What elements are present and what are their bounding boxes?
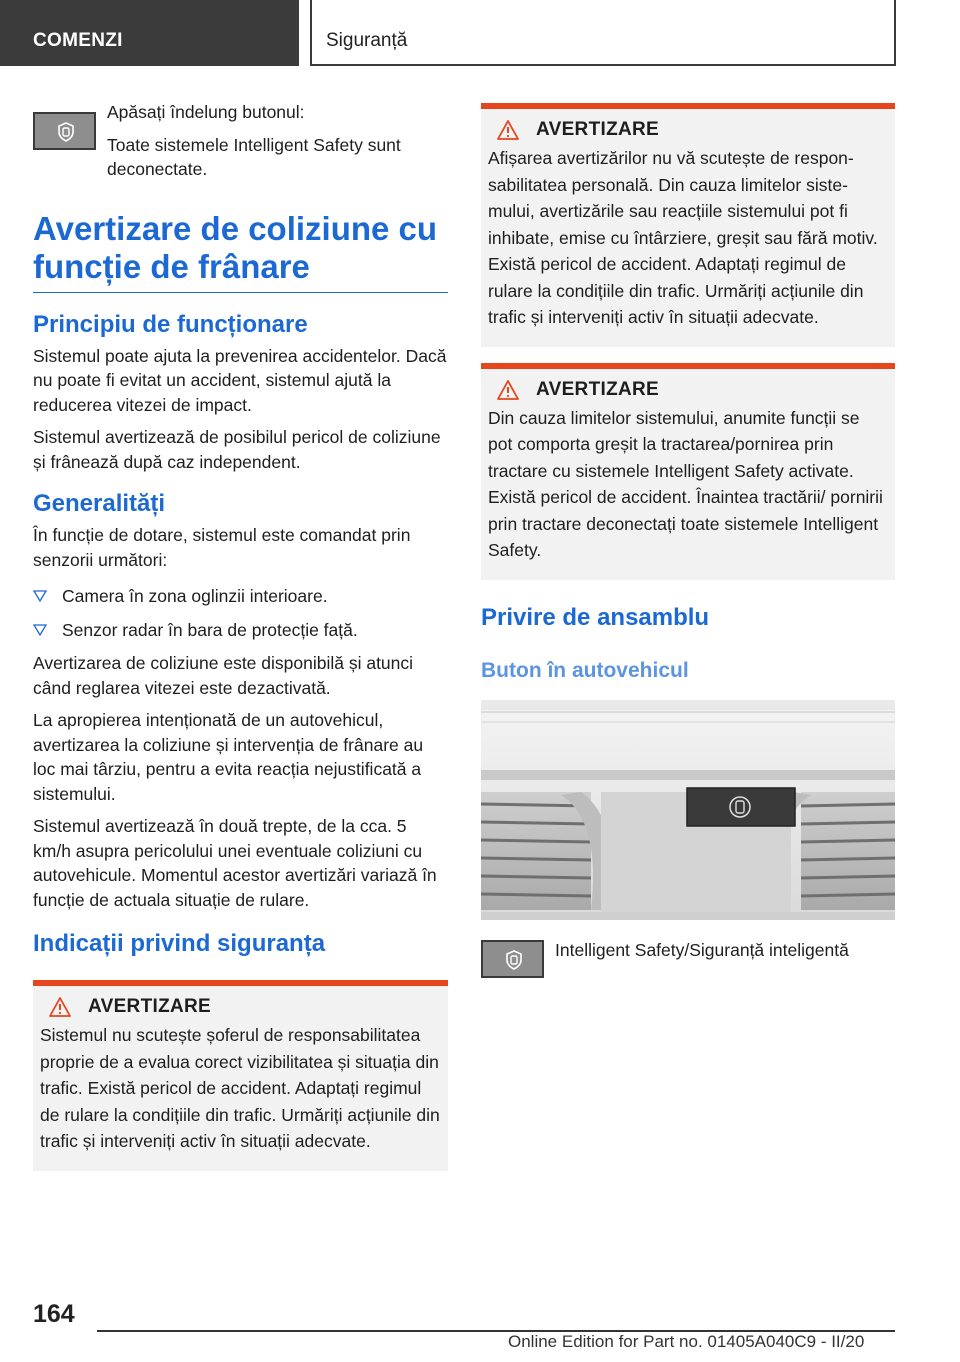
warning-text: Sistemul nu scutește șoferul de responsabilitatea proprie de a evalua corect vizibilitatea și situația din trafic. Există pericol de accident. Adaptați regimul de rulare la condițiile din trafic. Urmăriți acțiunile din trafic și interveniți activ în situații adecvate. xyxy=(40,1025,440,1151)
main-title: Avertizare de coliziune cu funcție de frânare xyxy=(33,210,448,293)
principiu-title: Principiu de funcționare xyxy=(33,310,308,338)
dashboard-button-photo xyxy=(481,700,895,920)
generalitati-p4: Sistemul avertizează în două trepte, de la cca. 5 km/h asupra pericolului unei eventuale coliziuni cu autovehicule. Momentul acestor avertizări variază în funcție de actuala situație de rulare. xyxy=(33,816,437,910)
button-caption-row xyxy=(481,928,895,963)
dashboard-illustration xyxy=(481,700,895,920)
list-item xyxy=(33,618,448,643)
warning-header xyxy=(496,119,887,141)
intelligent-safety-button-image xyxy=(33,112,96,150)
edition-note: Online Edition for Part no. 01405A040C9 - II/20 xyxy=(508,1332,865,1351)
intelligent-safety-button-image xyxy=(481,940,544,978)
list-item-text: Senzor radar în bara de protecție față. xyxy=(62,619,358,640)
section-label: Siguranță xyxy=(326,30,408,51)
sensor-list xyxy=(33,584,448,642)
chapter-label: COMENZI xyxy=(33,30,123,51)
warning-box xyxy=(481,103,895,347)
button-caption: Intelligent Safety/Siguranță inteligentă xyxy=(555,939,849,960)
intro-result-text: Toate sistemele Intelligent Safety sunt deconectate. xyxy=(107,134,401,179)
generalitati-p1: În funcție de dotare, sistemul este comandat prin senzorii următori: xyxy=(33,525,411,570)
right-column xyxy=(481,103,895,970)
warning-text: Din cauza limitelor sistemului, anumite funcții se pot comporta greșit la tractarea/pornirea prin tractare cu sistemele Intelligent Safety activate. Există pericol de accident. Înaintea tractării/ pornirii prin tractare deconectați toate sistemele Intelligent Safety. xyxy=(488,407,883,560)
generalitati-title: Generalități xyxy=(33,490,166,517)
warning-label: AVERTIZARE xyxy=(536,378,659,400)
generalitati-p2: Avertizarea de coliziune este disponibilă și atunci când reglarea vitezei este dezactivată. xyxy=(33,653,414,698)
buton-title: Buton în autovehicul xyxy=(481,658,689,682)
warning-header xyxy=(48,996,440,1018)
intro-block xyxy=(33,100,448,182)
warning-text: Afișarea avertizărilor nu vă scutește de responsabilitatea personală. Din cauza limitelor sistemului, avertizările sau reacțiile sistemului pot fi inhibate, emise cu întârziere, greșit sau fără motiv. Există pericol de accident. Adaptați regimul de rulare la condițiile din trafic. Urmăriți acțiunile din trafic și interveniți activ în situații adecvate. xyxy=(488,148,878,327)
intelligent-safety-icon xyxy=(505,950,523,970)
section-tab xyxy=(310,0,896,66)
warning-triangle-icon xyxy=(48,996,72,1018)
intelligent-safety-icon xyxy=(57,122,75,142)
left-column xyxy=(33,100,448,1171)
chapter-tab xyxy=(0,0,299,66)
indicatii-title: Indicații privind siguranța xyxy=(33,930,326,957)
bullet-triangle-icon xyxy=(33,624,47,636)
warning-box xyxy=(481,363,895,580)
list-item-text: Camera în zona oglinzii interioare. xyxy=(62,586,328,606)
bullet-triangle-icon xyxy=(33,590,47,602)
intro-instruction: Apăsați îndelung butonul: xyxy=(107,102,305,122)
principiu-p1: Sistemul poate ajuta la prevenirea accidentelor. Dacă nu poate fi evitat un accident, sistemul ajută la reducerea vitezei de impact. xyxy=(33,345,447,415)
warning-triangle-icon xyxy=(496,379,520,401)
warning-box xyxy=(33,980,448,1171)
warning-label: AVERTIZARE xyxy=(536,119,659,140)
list-item xyxy=(33,584,448,609)
privire-title: Privire de ansamblu xyxy=(481,603,710,631)
principiu-p2: Sistemul avertizează de posibilul pericol de coliziune și frânează după caz independent. xyxy=(33,427,441,472)
warning-header xyxy=(496,379,887,401)
warning-label: AVERTIZARE xyxy=(88,996,211,1017)
warning-triangle-icon xyxy=(496,119,520,141)
generalitati-p3: La apropierea intenționată de un autovehicul, avertizarea la coliziune și intervenția de frânare au loc mai târziu, pentru a evita reacția nejustificată a sistemului. xyxy=(33,710,424,804)
page-number: 164 xyxy=(33,1300,75,1328)
